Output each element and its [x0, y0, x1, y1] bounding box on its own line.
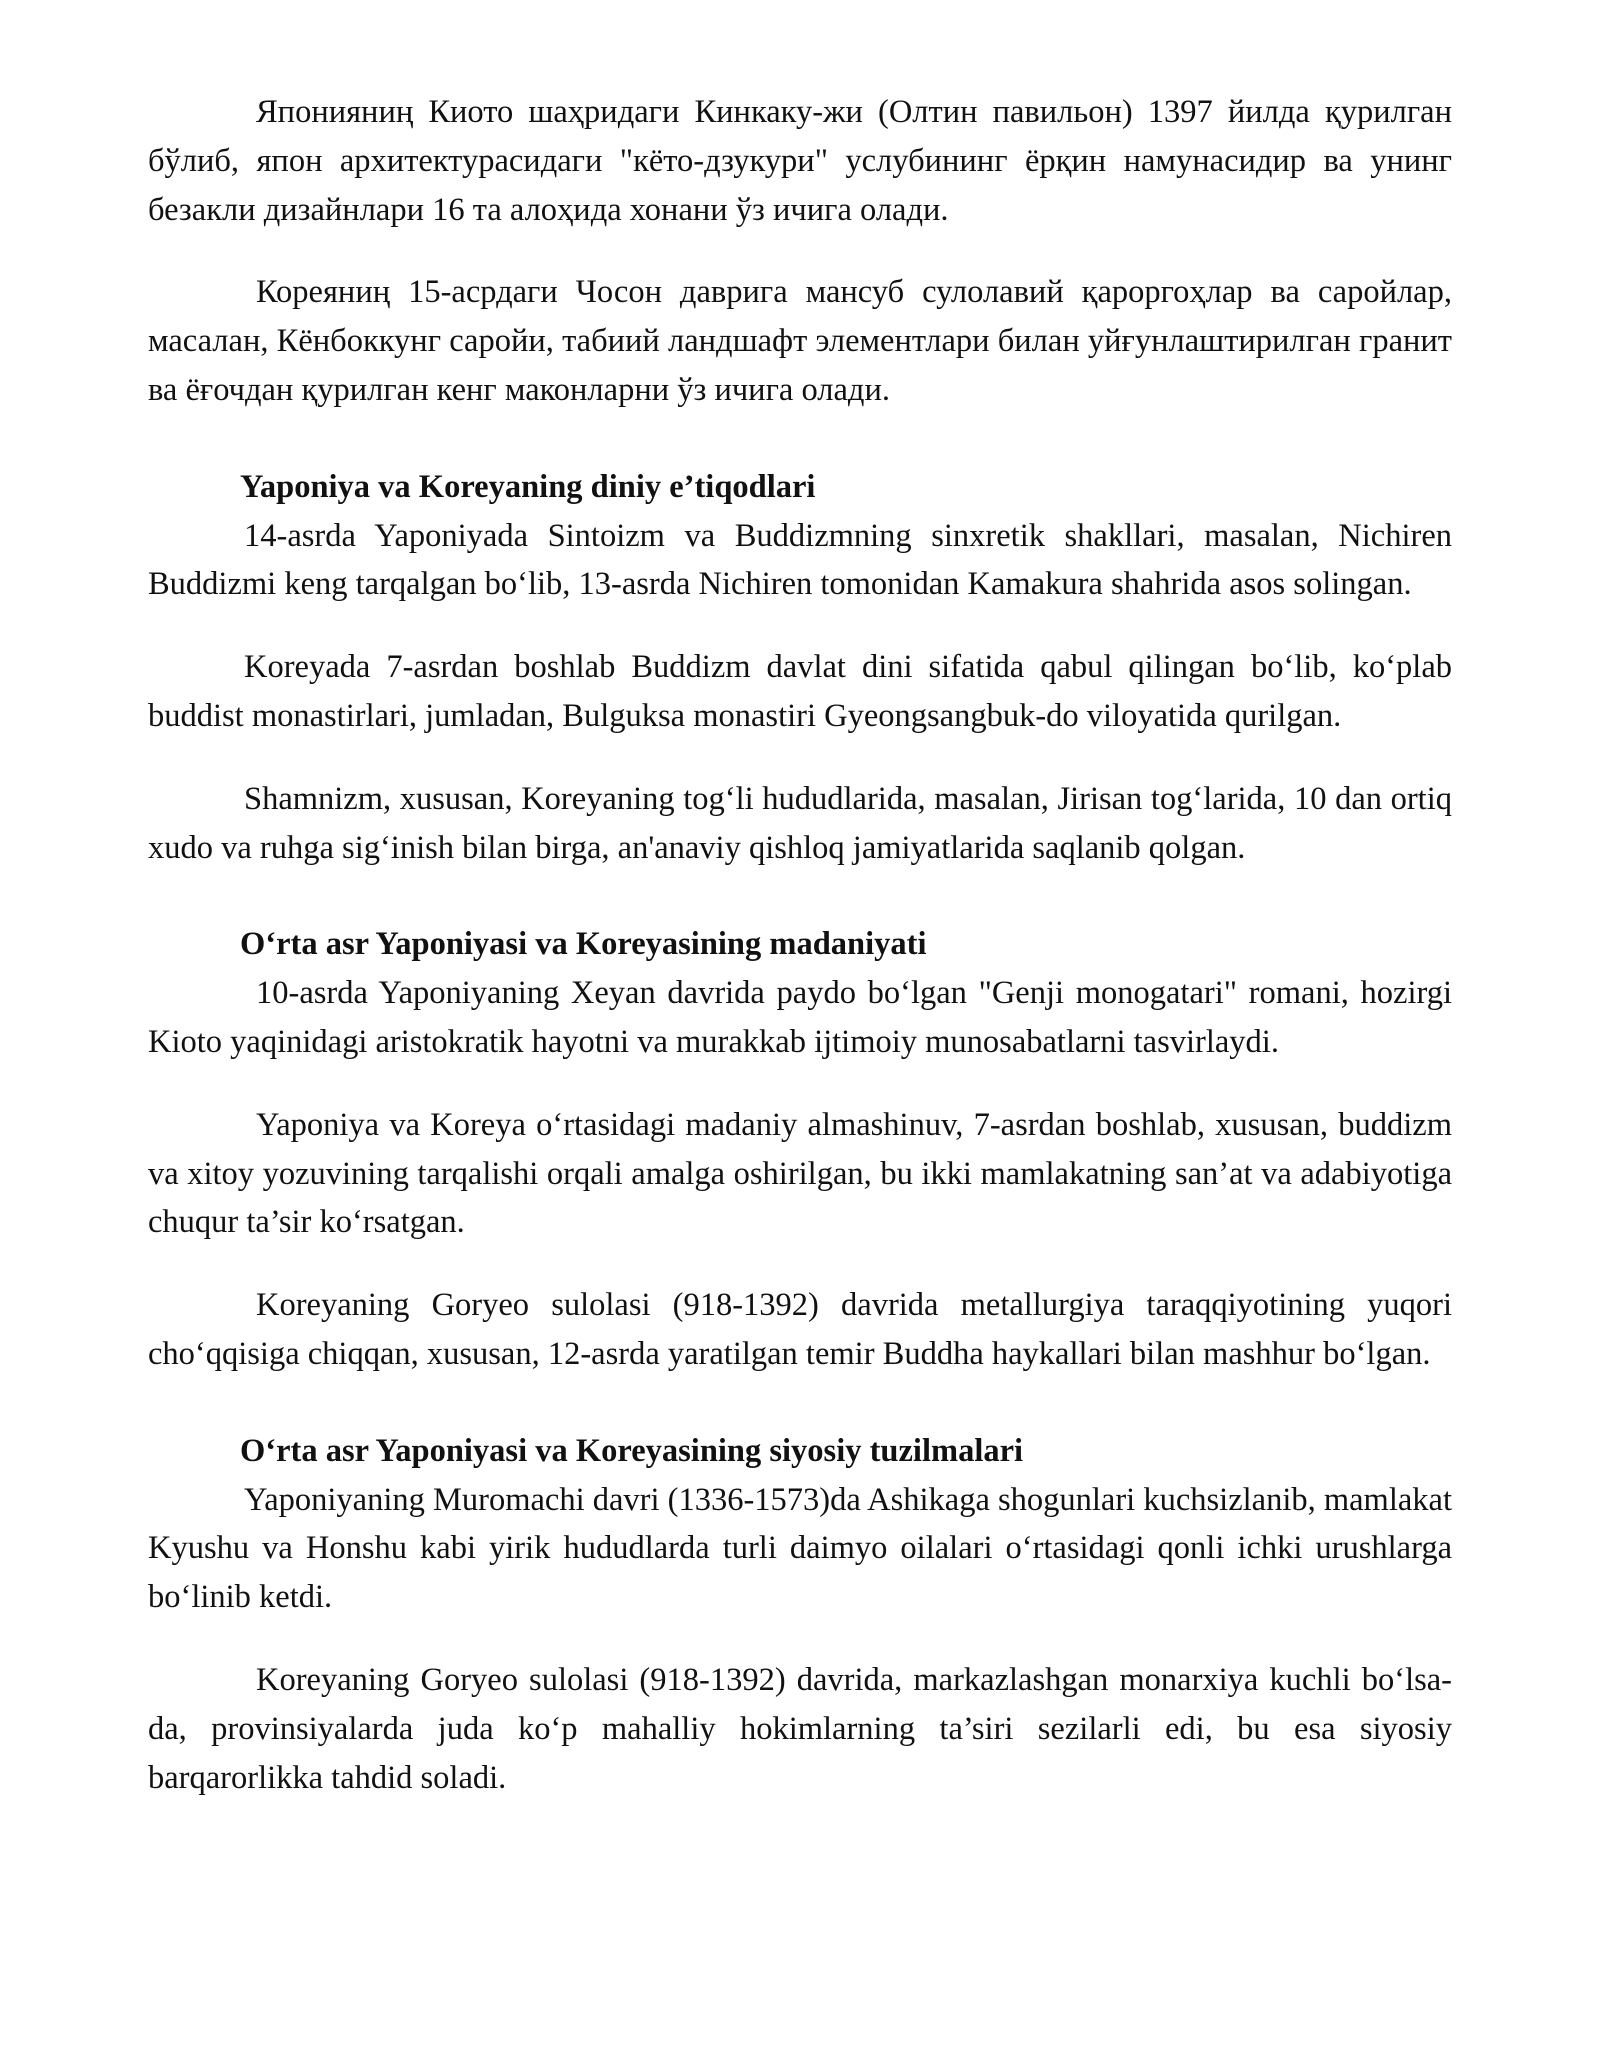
paragraph-korean-buddhism: Koreyada 7-asrdan boshlab Buddizm davlat dini sifatida qabul qilingan bo‘lib, ko‘plab buddist monastirlari, jumladan, Bulguksa monastiri Gyeongsangbuk-do viloyatida qurilgan.: [148, 649, 1452, 734]
heading-religious-beliefs: Yaponiya va Koreyaning diniy e’tiqodlari: [240, 468, 816, 505]
paragraph-shamanism: Shamnizm, xususan, Koreyaning tog‘li hududlarida, masalan, Jirisan tog‘larida, 10 dan ortiq xudo va ruhga sig‘inish bilan birga, an'anaviy qishloq jamiyatlarida saqlanib qolgan.: [148, 780, 1452, 866]
paragraph-kinkakuji: Японияниң Киото шаҳридаги Кинкаку-жи (Олтин павильон) 1397 йилда қурилган бўлиб, япон архитектурасидаги "кёто-дзукури" услубининг ёрқин намунасидир ва унинг безакли дизайнлари 16 та алоҳида хонани ўз ичига олади.: [148, 94, 1452, 228]
document-page: [148, 88, 1452, 1802]
heading-culture: O‘rta asr Yaponiyasi va Koreyasining madaniyati: [240, 926, 927, 963]
paragraph-genji-monogatari: 10-asrda Yaponiyaning Xeyan davrida paydo bo‘lgan "Genji monogatari" romani, hozirgi Kioto yaqinidagi aristokratik hayotni va murakkab ijtimoiy munosabatlarni tasvirlaydi.: [148, 975, 1452, 1060]
heading-political-structures: O‘rta asr Yaponiyasi va Koreyasining siyosiy tuzilmalari: [240, 1432, 1024, 1469]
paragraph-muromachi-period: Yaponiyaning Muromachi davri (1336-1573)da Ashikaga shogunlari kuchsizlanib, mamlakat Kyushu va Honshu kabi yirik hududlarda turli daimyo oilalari o‘rtasidagi qonli ichki urushlarga bo‘linib ketdi.: [148, 1481, 1452, 1616]
paragraph-nichiren-buddhism: 14-asrda Yaponiyada Sintoizm va Buddizmning sinxretik shakllari, masalan, Nichiren Buddizmi keng tarqalgan bo‘lib, 13-asrda Nichiren tomonidan Kamakura shahrida asos solingan.: [148, 517, 1452, 603]
paragraph-goryeo-metallurgy: Koreyaning Goryeo sulolasi (918-1392) davrida metallurgiya taraqqiyotining yuqori cho‘qqisiga chiqqan, xususan, 12-asrda yaratilgan temir Buddha haykallari bilan mashhur bo‘lgan.: [148, 1287, 1452, 1372]
paragraph-goryeo-monarchy: Koreyaning Goryeo sulolasi (918-1392) davrida, markazlashgan monarxiya kuchli bo‘lsa-da, provinsiyalarda juda ko‘p mahalliy hokimlarning ta’siri sezilarli edi, bu esa siyosiy barqarorlikka tahdid soladi.: [148, 1661, 1452, 1796]
paragraph-joseon-palaces: Кореяниң 15-асрдаги Чосон даврига мансуб сулолавий қароргоҳлар ва саройлар, масалан, Кёнбоккунг саройи, табиий ландшафт элементлари билан уйғунлаштирилган гранит ва ёғочдан қурилган кенг маконларни ўз ичига олади.: [148, 274, 1452, 408]
paragraph-cultural-exchange: Yaponiya va Koreya o‘rtasidagi madaniy almashinuv, 7-asrdan boshlab, xususan, buddizm va xitoy yozuvining tarqalishi orqali amalga oshirilgan, bu ikki mamlakatning san’at va adabiyotiga chuqur ta’sir ko‘rsatgan.: [148, 1106, 1452, 1241]
